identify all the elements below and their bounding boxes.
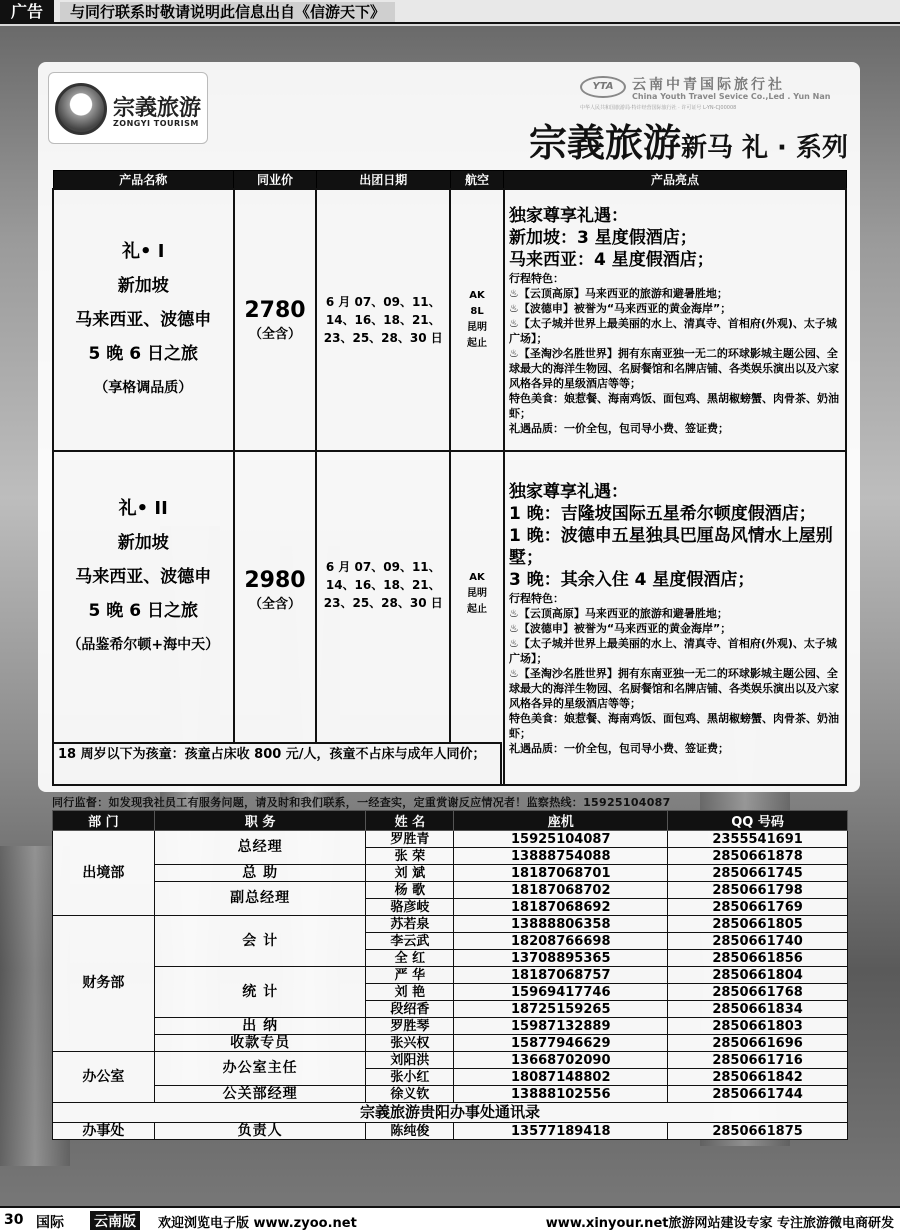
price-cell xyxy=(234,451,317,785)
phone-cell: 18087148802 xyxy=(454,1069,668,1086)
phone-cell: 18208766698 xyxy=(454,933,668,950)
product-table xyxy=(52,170,847,786)
name-cell: 罗胜琴 xyxy=(366,1018,454,1035)
qq-cell: 2850661745 xyxy=(668,865,848,882)
flight-code: 8L xyxy=(470,306,484,317)
role-cell: 办公室主任 xyxy=(154,1052,366,1086)
phone-cell: 15925104087 xyxy=(454,831,668,848)
col-phone: 座机 xyxy=(454,811,668,831)
staff-row xyxy=(53,1123,848,1140)
phone-cell: 13708895365 xyxy=(454,950,668,967)
phone-cell: 15969417746 xyxy=(454,984,668,1001)
role-cell: 出 纳 xyxy=(154,1018,366,1035)
source-notice: 与同行联系时敬请说明此信息出自《信游天下》 xyxy=(60,2,395,22)
staff-row xyxy=(53,1018,848,1035)
child-policy: 18 周岁以下为孩童：孩童占床收 800 元/人，孩童不占床与成年人同价； xyxy=(52,742,502,786)
origin-city: 昆明 xyxy=(467,588,488,599)
role-cell: 总 助 xyxy=(154,865,366,882)
feature-item: ♨【圣淘沙名胜世界】拥有东南亚独一无二的环球影城主题公园、全球最大的海洋生物园、名厨餐馆和名牌店铺、各类娱乐演出以及六家风格各异的星级酒店等等； xyxy=(508,346,839,390)
phone-cell: 13668702090 xyxy=(454,1052,668,1069)
dept-cell: 办事处 xyxy=(53,1123,155,1140)
role-cell: 总经理 xyxy=(154,831,366,865)
qq-cell: 2850661875 xyxy=(668,1123,848,1140)
feature-item: ♨【波德申】被誉为“马来西亚的黄金海岸”； xyxy=(508,621,732,635)
airline-cell xyxy=(450,189,504,451)
product-dest1: 新加坡 xyxy=(117,276,169,296)
qq-cell: 2850661804 xyxy=(668,967,848,984)
phone-cell: 18187068692 xyxy=(454,899,668,916)
product-duration: 5 晚 6 日之旅 xyxy=(88,344,198,364)
dept-cell: 办公室 xyxy=(53,1052,155,1103)
origin-city: 昆明 xyxy=(467,322,488,333)
agency-logo xyxy=(580,74,850,114)
staff-row xyxy=(53,831,848,848)
name-cell: 陈纯俊 xyxy=(366,1123,454,1140)
qq-cell: 2850661856 xyxy=(668,950,848,967)
food-line: 特色美食：娘惹餐、海南鸡饭、面包鸡、黑胡椒螃蟹、肉骨茶、奶油虾； xyxy=(508,391,839,420)
name-cell: 张小红 xyxy=(366,1069,454,1086)
feature-item: ♨【云顶高原】马来西亚的旅游和避暑胜地； xyxy=(508,286,728,300)
name-cell: 张兴权 xyxy=(366,1035,454,1052)
role-cell: 负责人 xyxy=(154,1123,366,1140)
col-dept: 部 门 xyxy=(53,811,155,831)
qq-cell: 2850661768 xyxy=(668,984,848,1001)
qq-cell: 2850661805 xyxy=(668,916,848,933)
logo-en: ZONGYI TOURISM xyxy=(113,119,199,128)
highlights-cell xyxy=(504,451,846,785)
role-cell: 统 计 xyxy=(154,967,366,1018)
staff-row xyxy=(53,916,848,933)
dept-cell: 财务部 xyxy=(53,916,155,1052)
edition-label: 云南版 xyxy=(90,1211,140,1230)
qq-cell: 2850661716 xyxy=(668,1052,848,1069)
col-qq: QQ 号码 xyxy=(668,811,848,831)
price-cell xyxy=(234,189,317,451)
top-banner xyxy=(0,0,900,24)
product-header-row xyxy=(53,171,846,190)
qq-cell: 2850661878 xyxy=(668,848,848,865)
name-cell: 段绍香 xyxy=(366,1001,454,1018)
price-note: （全含） xyxy=(248,327,301,342)
col-airline: 航空 xyxy=(450,171,504,190)
name-cell: 李云武 xyxy=(366,933,454,950)
col-highlights: 产品亮点 xyxy=(504,171,846,190)
dates-cell: 6 月 07、09、11、14、16、18、21、23、25、28、30 日 xyxy=(316,451,450,785)
features-title: 行程特色： xyxy=(508,271,564,285)
staff-row xyxy=(53,1052,848,1069)
phone-cell: 13577189418 xyxy=(454,1123,668,1140)
phone-cell: 13888754088 xyxy=(454,848,668,865)
staff-header-row xyxy=(53,811,848,831)
series-title xyxy=(529,112,848,167)
airline-code: AK xyxy=(469,290,485,301)
zongyi-logo xyxy=(48,72,208,144)
qq-cell: 2850661834 xyxy=(668,1001,848,1018)
phone-cell: 18725159265 xyxy=(454,1001,668,1018)
price-value: 2780 xyxy=(244,298,306,323)
product-dest2: 马来西亚、波德申 xyxy=(75,567,212,587)
staff-row xyxy=(53,1035,848,1052)
name-cell: 徐义钦 xyxy=(366,1086,454,1103)
col-role: 职 务 xyxy=(154,811,366,831)
qq-cell: 2850661744 xyxy=(668,1086,848,1103)
feature-item: ♨【波德申】被誉为“马来西亚的黄金海岸”； xyxy=(508,301,732,315)
feature-item: ♨【太子城并世界上最美丽的水上、清真寺、首相府(外观)、太子城广场】； xyxy=(508,636,837,665)
dates-cell: 6 月 07、09、11、14、16、18、21、23、25、28、30 日 xyxy=(316,189,450,451)
name-cell: 刘 艳 xyxy=(366,984,454,1001)
product-dest2: 马来西亚、波德申 xyxy=(75,310,212,330)
hl-title: 独家尊享礼遇： xyxy=(508,205,628,226)
ad-label: 广告 xyxy=(0,0,54,24)
product-quality: （品鉴希尔顿+海中天） xyxy=(67,637,220,653)
hl-line: 3 晚：其余入住 4 星度假酒店； xyxy=(508,569,755,590)
footer-slogan[interactable]: www.xinyour.net旅游网站建设专家 专注旅游微电商研发 xyxy=(545,1216,894,1230)
footprint-logo-icon xyxy=(55,83,107,135)
product-dest1: 新加坡 xyxy=(117,533,169,553)
agency-license: 中华人民共和国旅游局·特许经营国际旅行社 · 许可证号 L-YN-CJ00008 xyxy=(580,105,737,111)
monitor-hotline: 同行监督：如发现我社员工有服务问题，请及时和我们联系，一经查实，定重赏谢反应情况者！监察热线：15925104087 xyxy=(52,796,671,809)
office-title-row xyxy=(53,1103,848,1123)
feature-item: ♨【云顶高原】马来西亚的旅游和避暑胜地； xyxy=(508,606,728,620)
name-cell: 苏若泉 xyxy=(366,916,454,933)
welcome-link[interactable]: 欢迎浏览电子版 www.zyoo.net xyxy=(158,1216,357,1230)
features-title: 行程特色： xyxy=(508,591,564,605)
phone-cell: 15877946629 xyxy=(454,1035,668,1052)
staff-row xyxy=(53,967,848,984)
staff-row xyxy=(53,865,848,882)
phone-cell: 15987132889 xyxy=(454,1018,668,1035)
product-name-cell xyxy=(53,189,234,451)
name-cell: 严 华 xyxy=(366,967,454,984)
qq-cell: 2850661769 xyxy=(668,899,848,916)
gift-line: 礼遇品质：一价全包，包司导小费、签证费； xyxy=(508,421,729,435)
phone-cell: 18187068701 xyxy=(454,865,668,882)
hl-line: 1 晚：吉隆坡国际五星希尔顿度假酒店； xyxy=(508,503,816,524)
price-note: （全含） xyxy=(248,597,301,612)
phone-cell: 18187068702 xyxy=(454,882,668,899)
airline-cell xyxy=(450,451,504,785)
product-order: 礼• I xyxy=(122,241,165,262)
role-cell: 公关部经理 xyxy=(154,1086,366,1103)
highlights-cell xyxy=(504,189,846,451)
name-cell: 杨 歌 xyxy=(366,882,454,899)
qq-cell: 2850661803 xyxy=(668,1018,848,1035)
col-price: 同业价 xyxy=(234,171,317,190)
qq-cell: 2850661842 xyxy=(668,1069,848,1086)
hl-line: 马来西亚：4 星度假酒店； xyxy=(508,249,714,270)
hl-title: 独家尊享礼遇： xyxy=(508,481,628,502)
series-name: 新马 礼 · 系列 xyxy=(680,133,848,163)
office-title: 宗義旅游贵阳办事处通讯录 xyxy=(53,1103,848,1123)
series-brand: 宗義旅游 xyxy=(528,121,681,165)
staff-row xyxy=(53,882,848,899)
role-cell: 会 计 xyxy=(154,916,366,967)
name-cell: 全 红 xyxy=(366,950,454,967)
agency-name-en: China Youth Travel Sevice Co.,Led . Yun Nan xyxy=(632,92,831,101)
dept-cell: 出境部 xyxy=(53,831,155,916)
food-line: 特色美食：娘惹餐、海南鸡饭、面包鸡、黑胡椒螃蟹、肉骨茶、奶油虾； xyxy=(508,711,839,740)
qq-cell: 2850661798 xyxy=(668,882,848,899)
product-duration: 5 晚 6 日之旅 xyxy=(88,601,198,621)
page-number: 30 xyxy=(4,1212,24,1228)
agency-name-cn: 云南中青国际旅行社 xyxy=(632,77,785,93)
name-cell: 刘 斌 xyxy=(366,865,454,882)
role-cell: 收款专员 xyxy=(154,1035,366,1052)
product-row xyxy=(53,189,846,451)
col-product-name: 产品名称 xyxy=(53,171,234,190)
name-cell: 张 荣 xyxy=(366,848,454,865)
feature-item: ♨【太子城并世界上最美丽的水上、清真寺、首相府(外观)、太子城广场】； xyxy=(508,316,837,345)
phone-cell: 18187068757 xyxy=(454,967,668,984)
origin-note: 起止 xyxy=(467,338,488,349)
hl-line: 1 晚：波德申五星独具巴厘岛风情水上屋别墅； xyxy=(508,525,833,568)
name-cell: 罗胜青 xyxy=(366,831,454,848)
role-cell: 副总经理 xyxy=(154,882,366,916)
feature-item: ♨【圣淘沙名胜世界】拥有东南亚独一无二的环球影城主题公园、全球最大的海洋生物园、名厨餐馆和名牌店铺、各类娱乐演出以及六家风格各异的星级酒店等等； xyxy=(508,666,839,710)
name-cell: 骆彦岐 xyxy=(366,899,454,916)
product-order: 礼• II xyxy=(118,498,168,519)
product-row xyxy=(53,451,846,785)
staff-table xyxy=(52,810,848,1140)
qq-cell: 2850661696 xyxy=(668,1035,848,1052)
page-footer xyxy=(0,1206,900,1230)
origin-note: 起止 xyxy=(467,604,488,615)
name-cell: 刘阳洪 xyxy=(366,1052,454,1069)
qq-cell: 2355541691 xyxy=(668,831,848,848)
phone-cell: 13888102556 xyxy=(454,1086,668,1103)
phone-cell: 13888806358 xyxy=(454,916,668,933)
qq-cell: 2850661740 xyxy=(668,933,848,950)
logo-cn: 宗義旅游 xyxy=(113,96,202,121)
hl-line: 新加坡：3 星度假酒店； xyxy=(508,227,697,248)
product-quality: （享格调品质） xyxy=(94,380,193,396)
agency-badge-icon: YTA xyxy=(580,76,626,98)
staff-row xyxy=(53,1086,848,1103)
col-dates: 出团日期 xyxy=(316,171,450,190)
section-label: 国际 xyxy=(36,1215,64,1230)
product-name-cell xyxy=(53,451,234,785)
price-value: 2980 xyxy=(244,568,306,593)
gift-line: 礼遇品质：一价全包，包司导小费、签证费； xyxy=(508,741,729,755)
airline-code: AK xyxy=(469,572,485,583)
col-name: 姓 名 xyxy=(366,811,454,831)
